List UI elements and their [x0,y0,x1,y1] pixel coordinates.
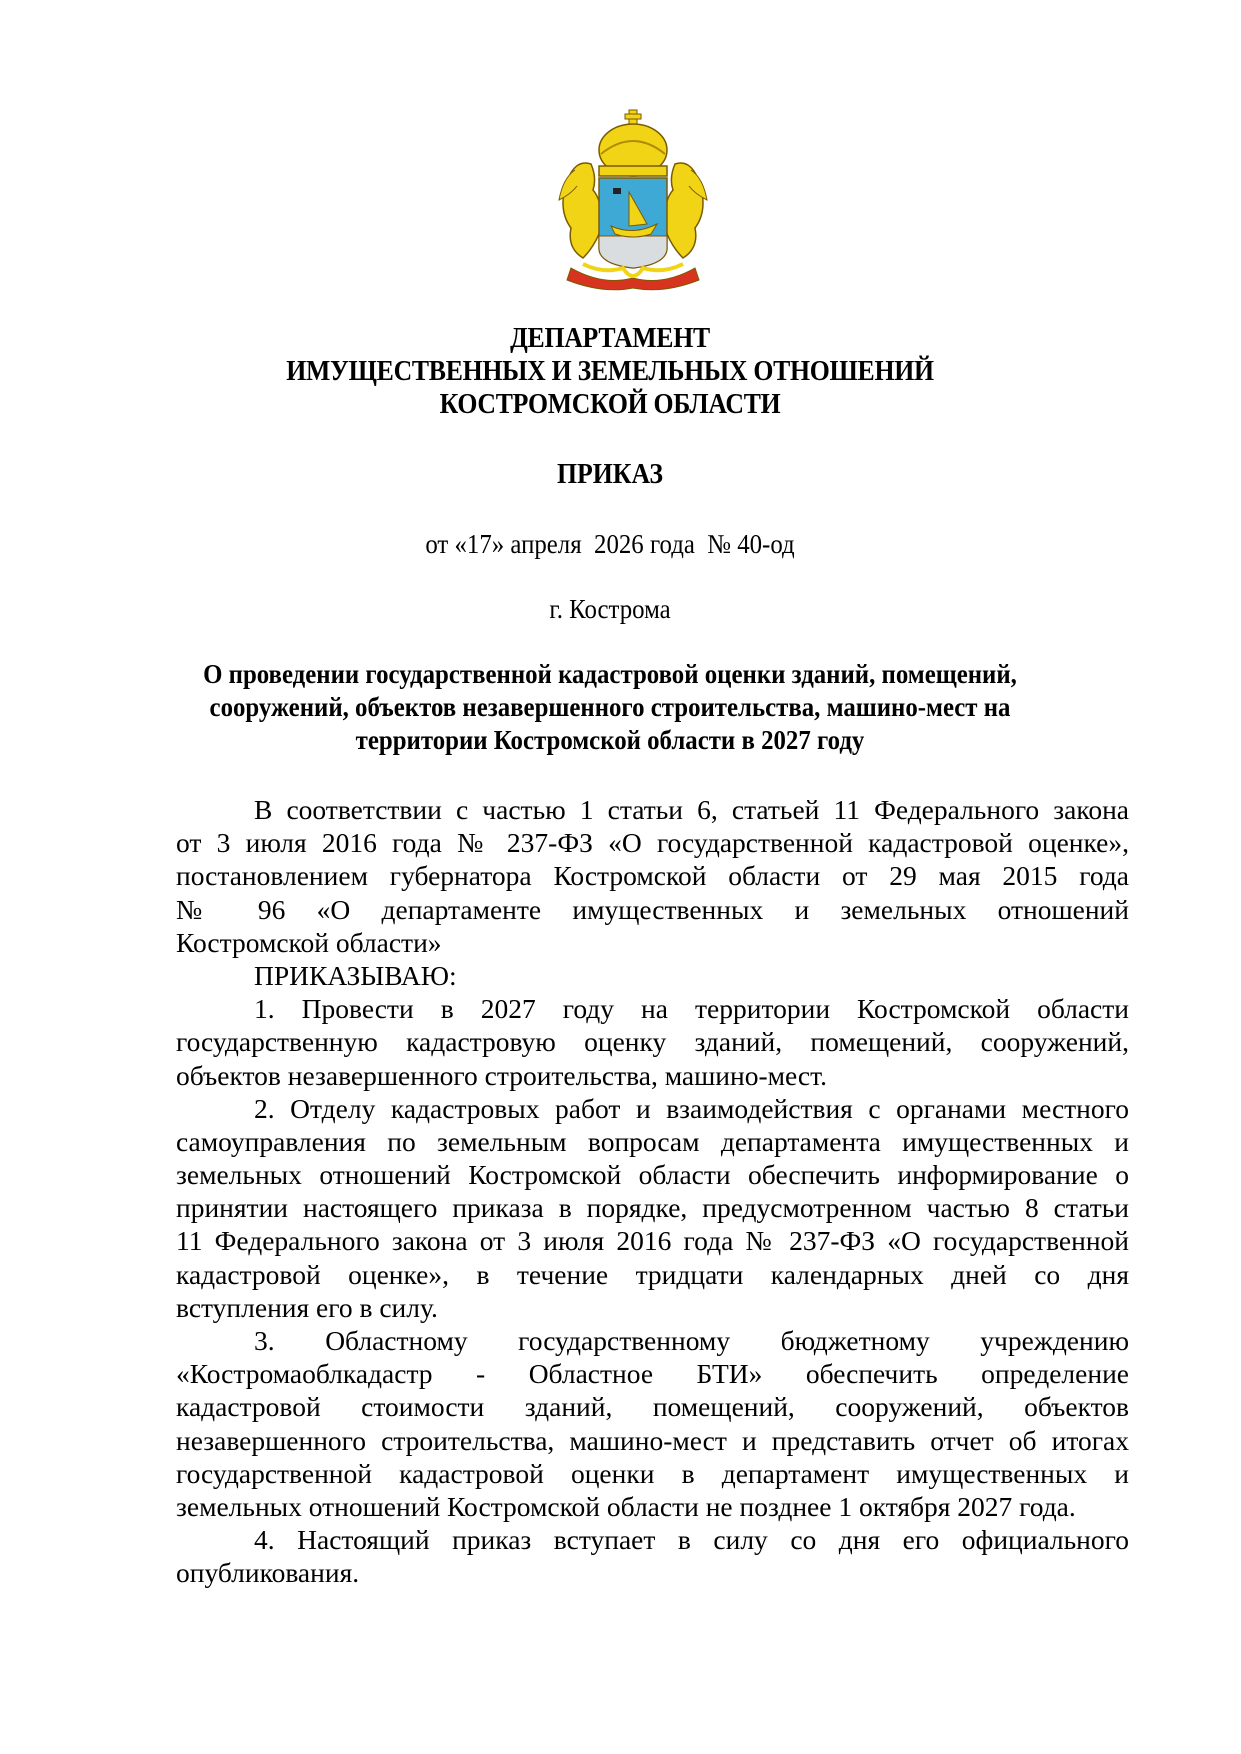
item-2-line: 2. Отделу кадастровых работ и взаимодействия с органами местного [254,1092,1129,1124]
item-2-line: 11 Федерального закона от 3 июля 2016 года № 237-ФЗ «О государственной [176,1225,1129,1257]
item-3-line: «Костромаоблкадастр - Областное БТИ» обеспечить определение [176,1358,1129,1390]
department-line: ДЕПАРТАМЕНТ [510,323,710,354]
order-city: г. Кострома [549,594,671,624]
item-1-line: 1. Провести в 2027 году на территории Костромской области [254,993,1129,1025]
item-4-line: опубликования. [176,1557,360,1589]
coat-of-arms-emblem [553,108,713,294]
preamble-line: постановлением губернатора Костромской области от 29 мая 2015 года [176,860,1129,892]
item-2-line: вступления его в силу. [176,1291,438,1323]
department-line: ИМУЩЕСТВЕННЫХ И ЗЕМЕЛЬНЫХ ОТНОШЕНИЙ [286,356,934,387]
document-type: ПРИКАЗ [556,459,664,490]
order-directive: ПРИКАЗЫВАЮ: [254,959,457,991]
item-1-line: государственную кадастровую оценку зданий, помещений, сооружений, [176,1026,1129,1058]
subject-line: территории Костромской области в 2027 году [355,725,865,755]
griffin-left-icon [559,163,601,258]
item-3-line: кадастровой стоимости зданий, помещений, сооружений, объектов [176,1391,1129,1423]
item-2-line: самоуправления по земельным вопросам департамента имущественных и [176,1125,1129,1157]
item-4-line: 4. Настоящий приказ вступает в силу со дня его официального [254,1524,1129,1556]
department-line: КОСТРОМСКОЙ ОБЛАСТИ [439,389,781,420]
subject-line: сооружений, объектов незавершенного строительства, машино-мест на [209,692,1011,722]
order-body [176,793,1129,1590]
order-date-number: от «17» апреля 2026 года № 40-од [425,529,795,559]
crown-icon [599,110,667,176]
item-3-line: земельных отношений Костромской области не позднее 1 октября 2027 года. [176,1490,1076,1522]
preamble-line: В соответствии с частью 1 статьи 6, статьей 11 Федерального закона [254,794,1129,825]
item-2-line: принятии настоящего приказа в порядке, предусмотренном частью 8 статьи [176,1192,1129,1224]
item-2-line: земельных отношений Костромской области обеспечить информирование о [176,1159,1129,1191]
preamble-line: № 96 «О департаменте имущественных и земельных отношений [176,893,1129,925]
griffin-right-icon [665,163,707,258]
item-3-line: 3. Областному государственному бюджетному учреждению [254,1325,1129,1356]
order-subject [196,658,1024,757]
item-1-line: объектов незавершенного строительства, машино-мест. [176,1059,827,1091]
preamble-line: Костромской области» [176,926,442,958]
preamble-line: от 3 июля 2016 года № 237-ФЗ «О государственной кадастровой оценке», [176,827,1129,859]
department-name [196,322,1024,421]
item-2-line: кадастровой оценке», в течение тридцати календарных дней со дня [176,1258,1129,1290]
item-3-line: незавершенного строительства, машино-мест и представить отчет об итогах [176,1424,1129,1456]
shield-icon [599,178,667,268]
item-3-line: государственной кадастровой оценки в департамент имущественных и [176,1457,1129,1489]
subject-line: О проведении государственной кадастровой оценки зданий, помещений, [203,659,1017,689]
